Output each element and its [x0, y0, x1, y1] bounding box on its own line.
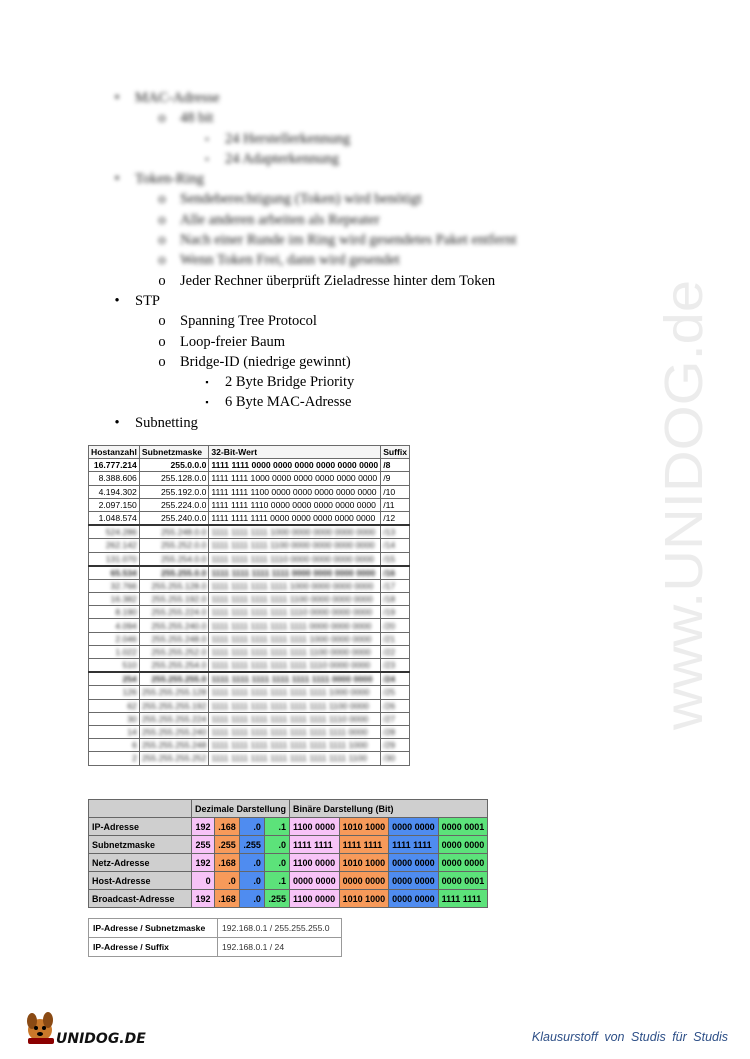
table-row	[89, 632, 410, 645]
table-row	[89, 498, 410, 511]
cell-bits: 1111 1111 1111 1111 1111 1111 1100 0000	[209, 699, 381, 712]
bullet-circle-icon: o	[158, 211, 166, 228]
table-row	[89, 752, 410, 765]
cell-hosts: 32.766	[89, 579, 140, 592]
outline-item	[110, 311, 630, 331]
outline-text: Nach einer Runde im Ring wird gesendetes Paket entfernt	[180, 232, 517, 249]
binary-octet: 1100 0000	[290, 818, 340, 836]
outline-item	[110, 372, 630, 392]
cell-mask: 255.252.0.0	[139, 539, 209, 552]
cell-hosts: 62	[89, 699, 140, 712]
cell-mask: 255.255.224.0	[139, 606, 209, 619]
outline-item	[110, 332, 630, 352]
subnet-header-row	[89, 446, 410, 459]
ip-header-decimal: Dezimale Darstellung	[192, 800, 290, 818]
cell-mask: 255.255.255.128	[139, 686, 209, 699]
binary-octet: 0000 0001	[438, 818, 488, 836]
outline-item	[110, 413, 630, 433]
cell-bits: 1111 1111 1111 1111 1111 1110 0000 0000	[209, 659, 381, 673]
decimal-octet: .255	[264, 890, 289, 908]
cell-mask: 255.255.255.248	[139, 739, 209, 752]
decimal-octet: .255	[214, 836, 239, 854]
cell-hosts: 510	[89, 659, 140, 673]
decimal-octet: .0	[239, 854, 264, 872]
cell-suffix: /9	[381, 472, 410, 485]
unidog-logo	[24, 1008, 154, 1048]
outline-item	[110, 352, 630, 372]
outline-item	[110, 169, 630, 189]
outline-item	[110, 271, 630, 291]
binary-octet: 1100 0000	[290, 890, 340, 908]
binary-octet: 1111 1111	[438, 890, 488, 908]
cell-mask: 255.255.252.0	[139, 645, 209, 658]
outline-text: 48 bit	[180, 110, 214, 127]
row-label: Host-Adresse	[89, 872, 192, 890]
bullet-circle-icon: o	[158, 252, 166, 269]
cell-suffix: /16	[381, 566, 410, 580]
decimal-octet: .255	[239, 836, 264, 854]
decimal-octet: .1	[264, 818, 289, 836]
bullet-dot-icon: •	[114, 171, 120, 188]
cell-mask: 255.0.0.0	[139, 459, 209, 472]
cell-hosts: 524.286	[89, 525, 140, 539]
outline-text: Wenn Token Frei, dann wird gesendet	[180, 252, 400, 269]
decimal-octet: 192	[192, 890, 215, 908]
table-row	[89, 686, 410, 699]
cell-bits: 1111 1111 1111 1111 1111 1111 1000 0000	[209, 686, 381, 699]
cell-bits: 1111 1111 1111 1110 0000 0000 0000 0000	[209, 552, 381, 566]
table-row	[89, 552, 410, 566]
cell-hosts: 1.022	[89, 645, 140, 658]
cell-mask: 255.255.255.192	[139, 699, 209, 712]
cell-suffix: /13	[381, 525, 410, 539]
outline-text: 24 Herstellerkennung	[225, 130, 351, 147]
binary-octet: 1111 1111	[339, 836, 389, 854]
cell-bits: 1111 1111 1111 1111 1000 0000 0000 0000	[209, 579, 381, 592]
bullet-square-icon: ▪	[205, 133, 209, 144]
cell-mask: 255.255.255.240	[139, 725, 209, 738]
outline-text: Jeder Rechner überprüft Zieladresse hinter dem Token	[180, 272, 496, 289]
table-row	[89, 712, 410, 725]
decimal-octet: .0	[239, 872, 264, 890]
table-row	[89, 472, 410, 485]
outline-text: Loop-freier Baum	[180, 333, 286, 350]
col-suffix: Suffix	[381, 446, 410, 459]
cell-hosts: 8.388.606	[89, 472, 140, 485]
outline-text: Subnetting	[135, 414, 198, 431]
cell-mask: 255.255.128.0	[139, 579, 209, 592]
table-row	[89, 699, 410, 712]
bullet-square-icon: ▪	[205, 397, 209, 408]
cell-suffix: /19	[381, 606, 410, 619]
dog-icon	[27, 1012, 54, 1044]
cell-bits: 1111 1111 1111 1111 1111 1111 1111 1000	[209, 739, 381, 752]
summary-value: 192.168.0.1 / 24	[218, 938, 342, 957]
cell-hosts: 8.190	[89, 606, 140, 619]
table-row	[89, 566, 410, 580]
decimal-octet: .0	[264, 836, 289, 854]
watermark-text: www.UNIDOG.de	[654, 309, 714, 730]
table-row	[89, 606, 410, 619]
outline-item	[110, 230, 630, 250]
cell-suffix: /10	[381, 485, 410, 498]
cell-bits: 1111 1111 1111 1111 1111 0000 0000 0000	[209, 619, 381, 632]
table-row	[89, 725, 410, 738]
outline-text: 6 Byte MAC-Adresse	[225, 394, 352, 411]
bullet-square-icon: ▪	[205, 153, 209, 164]
cell-suffix: /17	[381, 579, 410, 592]
cell-mask: 255.254.0.0	[139, 552, 209, 566]
bullet-dot-icon: •	[114, 90, 120, 106]
table-row	[89, 818, 488, 836]
cell-bits: 1111 1111 1000 0000 0000 0000 0000 0000	[209, 472, 381, 485]
row-label: Broadcast-Adresse	[89, 890, 192, 908]
binary-octet: 1010 1000	[339, 854, 389, 872]
cell-bits: 1111 1111 1110 0000 0000 0000 0000 0000	[209, 498, 381, 511]
binary-octet: 1010 1000	[339, 890, 389, 908]
table-row	[89, 919, 342, 938]
table-row	[89, 593, 410, 606]
ip-header-blank	[89, 800, 192, 818]
row-label: IP-Adresse	[89, 818, 192, 836]
summary-value: 192.168.0.1 / 255.255.255.0	[218, 919, 342, 938]
binary-octet: 1100 0000	[290, 854, 340, 872]
cell-hosts: 4.194.302	[89, 485, 140, 498]
bullet-outline	[110, 88, 630, 433]
outline-text: STP	[135, 292, 160, 309]
table-row	[89, 579, 410, 592]
outline-item	[110, 88, 630, 108]
table-row	[89, 854, 488, 872]
cell-suffix: /29	[381, 739, 410, 752]
subnet-table	[88, 445, 410, 766]
cell-suffix: /18	[381, 593, 410, 606]
cell-hosts: 262.142	[89, 539, 140, 552]
footer-tagline: Klausurstoff von Studis für Studis	[531, 1030, 728, 1044]
binary-octet: 0000 0000	[389, 872, 439, 890]
cell-hosts: 1.048.574	[89, 511, 140, 525]
decimal-octet: 255	[192, 836, 215, 854]
cell-bits: 1111 1111 1111 1111 1111 1000 0000 0000	[209, 632, 381, 645]
table-row	[89, 938, 342, 957]
outline-text: Spanning Tree Protocol	[180, 313, 317, 330]
cell-bits: 1111 1111 0000 0000 0000 0000 0000 0000	[209, 459, 381, 472]
binary-octet: 0000 0000	[389, 890, 439, 908]
outline-item	[110, 250, 630, 270]
outline-text: Token-Ring	[135, 171, 205, 188]
cell-bits: 1111 1111 1111 1000 0000 0000 0000 0000	[209, 525, 381, 539]
table-row	[89, 739, 410, 752]
table-row	[89, 485, 410, 498]
cell-bits: 1111 1111 1111 1111 1110 0000 0000 0000	[209, 606, 381, 619]
decimal-octet: 0	[192, 872, 215, 890]
cell-hosts: 16.777.214	[89, 459, 140, 472]
bullet-circle-icon: o	[158, 110, 166, 127]
binary-octet: 0000 0000	[389, 818, 439, 836]
ip-address-table	[88, 799, 488, 908]
outline-item	[110, 189, 630, 209]
outline-text: Alle anderen arbeiten als Repeater	[180, 211, 380, 228]
summary-key: IP-Adresse / Suffix	[89, 938, 218, 957]
decimal-octet: .0	[214, 872, 239, 890]
decimal-octet: .0	[239, 818, 264, 836]
bullet-circle-icon: o	[158, 333, 166, 350]
cell-suffix: /11	[381, 498, 410, 511]
cell-hosts: 30	[89, 712, 140, 725]
cell-mask: 255.255.248.0	[139, 632, 209, 645]
cell-mask: 255.255.255.0	[139, 672, 209, 686]
bullet-square-icon: ▪	[205, 377, 209, 388]
decimal-octet: .1	[264, 872, 289, 890]
cell-hosts: 65.534	[89, 566, 140, 580]
table-row	[89, 836, 488, 854]
row-label: Subnetzmaske	[89, 836, 192, 854]
cell-mask: 255.255.240.0	[139, 619, 209, 632]
col-hostanzahl: Hostanzahl	[89, 446, 140, 459]
cell-bits: 1111 1111 1111 1111 1111 1111 1111 1100	[209, 752, 381, 765]
cell-mask: 255.255.0.0	[139, 566, 209, 580]
table-row	[89, 525, 410, 539]
outline-item	[110, 129, 630, 149]
cell-mask: 255.128.0.0	[139, 472, 209, 485]
cell-hosts: 254	[89, 672, 140, 686]
outline-item	[110, 149, 630, 169]
cell-suffix: /21	[381, 632, 410, 645]
cell-bits: 1111 1111 1100 0000 0000 0000 0000 0000	[209, 485, 381, 498]
cell-bits: 1111 1111 1111 1111 1111 1100 0000 0000	[209, 645, 381, 658]
decimal-octet: 192	[192, 818, 215, 836]
table-row	[89, 619, 410, 632]
cell-hosts: 2.046	[89, 632, 140, 645]
outline-text: 24 Adapterkennung	[225, 150, 339, 167]
ip-header-binary: Binäre Darstellung (Bit)	[290, 800, 488, 818]
cell-bits: 1111 1111 1111 0000 0000 0000 0000 0000	[209, 511, 381, 525]
binary-octet: 0000 0000	[438, 854, 488, 872]
cell-bits: 1111 1111 1111 1111 1111 1111 1111 0000	[209, 725, 381, 738]
decimal-octet: .0	[264, 854, 289, 872]
binary-octet: 0000 0001	[438, 872, 488, 890]
outline-text: 2 Byte Bridge Priority	[225, 374, 355, 391]
cell-hosts: 6	[89, 739, 140, 752]
outline-item	[110, 291, 630, 311]
cell-mask: 255.240.0.0	[139, 511, 209, 525]
cell-suffix: /12	[381, 511, 410, 525]
decimal-octet: 192	[192, 854, 215, 872]
cell-suffix: /14	[381, 539, 410, 552]
decimal-octet: .168	[214, 854, 239, 872]
cell-suffix: /26	[381, 699, 410, 712]
decimal-octet: .168	[214, 890, 239, 908]
cell-mask: 255.255.192.0	[139, 593, 209, 606]
cell-bits: 1111 1111 1111 1111 0000 0000 0000 0000	[209, 566, 381, 580]
outline-item	[110, 210, 630, 230]
cell-suffix: /20	[381, 619, 410, 632]
bullet-circle-icon: o	[158, 232, 166, 249]
outline-item	[110, 392, 630, 412]
table-row	[89, 645, 410, 658]
binary-octet: 0000 0000	[339, 872, 389, 890]
table-row	[89, 672, 410, 686]
bullet-circle-icon: o	[158, 272, 166, 289]
cell-mask: 255.248.0.0	[139, 525, 209, 539]
bullet-dot-icon: •	[114, 414, 120, 431]
cell-hosts: 2.097.150	[89, 498, 140, 511]
cell-mask: 255.192.0.0	[139, 485, 209, 498]
summary-key: IP-Adresse / Subnetzmaske	[89, 919, 218, 938]
col-subnetzmaske: Subnetzmaske	[139, 446, 209, 459]
watermark	[640, 275, 730, 735]
cell-hosts: 14	[89, 725, 140, 738]
outline-text: Bridge-ID (niedrige gewinnt)	[180, 353, 351, 370]
cell-hosts: 126	[89, 686, 140, 699]
cell-hosts: 16.382	[89, 593, 140, 606]
cell-bits: 1111 1111 1111 1100 0000 0000 0000 0000	[209, 539, 381, 552]
decimal-octet: .0	[239, 890, 264, 908]
cell-bits: 1111 1111 1111 1111 1100 0000 0000 0000	[209, 593, 381, 606]
binary-octet: 0000 0000	[389, 854, 439, 872]
bullet-circle-icon: o	[158, 191, 166, 208]
cell-suffix: /22	[381, 645, 410, 658]
ip-header-row	[89, 800, 488, 818]
decimal-octet: .168	[214, 818, 239, 836]
cell-suffix: /30	[381, 752, 410, 765]
bullet-circle-icon: o	[158, 353, 166, 370]
binary-octet: 0000 0000	[290, 872, 340, 890]
binary-octet: 1111 1111	[389, 836, 439, 854]
cell-hosts: 131.070	[89, 552, 140, 566]
cell-bits: 1111 1111 1111 1111 1111 1111 1110 0000	[209, 712, 381, 725]
binary-octet: 1111 1111	[290, 836, 340, 854]
bullet-circle-icon: o	[158, 313, 166, 330]
cell-mask: 255.255.255.224	[139, 712, 209, 725]
cell-bits: 1111 1111 1111 1111 1111 1111 0000 0000	[209, 672, 381, 686]
cell-hosts: 4.094	[89, 619, 140, 632]
cell-suffix: /8	[381, 459, 410, 472]
outline-text: MAC-Adresse	[135, 90, 220, 106]
cell-suffix: /24	[381, 672, 410, 686]
ip-summary-table	[88, 918, 342, 957]
outline-text: Sendeberechtigung (Token) wird benötigt	[180, 191, 422, 208]
logo-text: UNIDOG.DE	[56, 1031, 146, 1047]
cell-suffix: /25	[381, 686, 410, 699]
table-row	[89, 872, 488, 890]
cell-mask: 255.224.0.0	[139, 498, 209, 511]
table-row	[89, 539, 410, 552]
cell-suffix: /27	[381, 712, 410, 725]
cell-suffix: /15	[381, 552, 410, 566]
table-row	[89, 511, 410, 525]
cell-mask: 255.255.255.252	[139, 752, 209, 765]
cell-hosts: 2	[89, 752, 140, 765]
row-label: Netz-Adresse	[89, 854, 192, 872]
table-row	[89, 459, 410, 472]
table-row	[89, 890, 488, 908]
outline-item	[110, 108, 630, 128]
cell-suffix: /28	[381, 725, 410, 738]
table-row	[89, 659, 410, 673]
cell-suffix: /23	[381, 659, 410, 673]
binary-octet: 0000 0000	[438, 836, 488, 854]
binary-octet: 1010 1000	[339, 818, 389, 836]
cell-mask: 255.255.254.0	[139, 659, 209, 673]
bullet-dot-icon: •	[114, 292, 120, 309]
col-32bit: 32-Bit-Wert	[209, 446, 381, 459]
